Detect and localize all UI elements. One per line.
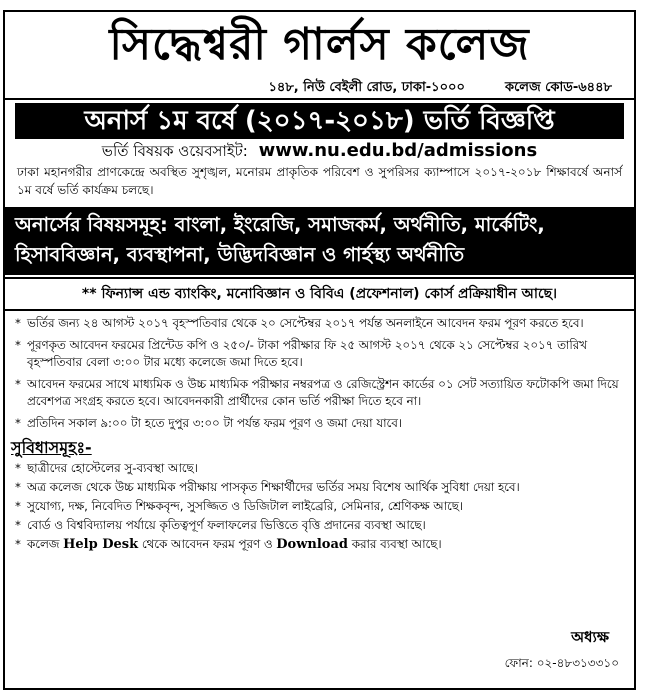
help-desk-text: Help Desk <box>63 537 139 552</box>
instruction-item: * প্রতিদিন সকাল ৯:০০ টা হতে দুপুর ৩:০০ টা পর্যন্ত ফরম পূরণ ও জমা দেয়া যাবে। <box>15 415 624 432</box>
facilities-heading: সুবিধাসমূহঃ- <box>11 438 92 457</box>
facility-item-helpdesk <box>15 535 624 554</box>
college-name: সিদ্ধেশ্বরী গার্লস কলেজ <box>109 19 530 70</box>
website-line <box>5 139 634 163</box>
facility-item: * অত্র কলেজ থেকে উচ্চ মাধ্যমিক পরীক্ষায় পাসকৃত শিক্ষার্থীদের ভর্তির সময় বিশেষ আর্থিক সুবিধা দেয়া হবে। <box>15 478 624 497</box>
website-label: ভর্তি বিষয়ক ওয়েবসাইট: <box>101 142 248 160</box>
address-row <box>5 78 634 100</box>
download-text: Download <box>276 537 348 552</box>
phone-number: ফোন: ০২-৪৮৩১৩৩১০ <box>504 656 619 670</box>
helpdesk-suffix: করার ব্যবস্থা আছে। <box>351 537 442 551</box>
admission-notice <box>3 10 636 690</box>
principal-signature: অধ্যক্ষ <box>571 628 609 646</box>
instruction-item: * পূরণকৃত আবেদন ফরমের প্রিন্টেড কপি ও ২৫০/- টাকা পরীক্ষার ফি ২৫ আগস্ট ২০১৭ থেকে ২১ সেপ্টেম্বর ২০১৭ তারিখ বৃহস্পতিবার বেলা ৩:০০ টার মধ্যে কলেজে জমা দিতে হবে। <box>15 337 624 371</box>
college-code: কলেজ কোড-৬৪৪৮ <box>504 80 612 95</box>
subjects-line-1: অনার্সের বিষয়সমূহ: বাংলা, ইংরেজি, সমাজকর্ম, অর্থনীতি, মার্কেটিং, <box>15 213 545 236</box>
helpdesk-middle: থেকে আবেদন ফরম পূরণ ও <box>141 537 273 551</box>
intro-text: ঢাকা মহানগরীর প্রাণকেন্দ্রে অবস্থিত সুশৃঙ্খল, মনোরম প্রাকৃতিক পরিবেশ ও সুপরিসর ক্যাম্পাসে ২০১৭-২০১৮ শিক্ষাবর্ষে অনার্স ১ম বর্ষে ভর্তি কার্যক্রম চলছে। <box>17 165 622 197</box>
helpdesk-prefix: কলেজ <box>27 537 60 551</box>
facilities-list <box>5 459 634 554</box>
instruction-list <box>5 315 634 432</box>
subjects-box <box>5 207 634 275</box>
facility-item: * বোর্ড ও বিশ্ববিদ্যালয় পর্যায়ে কৃতিত্বপূর্ণ ফলাফলের ভিত্তিতে বৃত্তি প্রদানের ব্যবস্থা আছে। <box>15 516 624 535</box>
subjects-line-2: হিসাববিজ্ঞান, ব্যবস্থাপনা, উদ্ভিদবিজ্ঞান ও গার্হস্থ্য অর্থনীতি <box>15 243 465 266</box>
instruction-item: * আবেদন ফরমের সাথে মাধ্যমিক ও উচ্চ মাধ্যমিক পরীক্ষার নম্বরপত্র ও রেজিস্ট্রেশন কার্ডের ০১ সেট সত্যায়িত ফটোকপি জমা দিয়ে প্রবেশপত্র সংগ্রহ করতে হবে। আবেদনকারী প্রার্থীদের কোন ভর্তি পরীক্ষা দিতে হবে না। <box>15 376 624 410</box>
admission-title: অনার্স ১ম বর্ষে (২০১৭-২০১৮) ভর্তি বিজ্ঞপ্তি <box>15 103 624 139</box>
website-url[interactable]: www.nu.edu.bd/admissions <box>258 140 538 161</box>
course-note: ** ফিন্যান্স এন্ড ব্যাংকিং, মনোবিজ্ঞান ও বিবিএ (প্রফেশনাল) কোর্স প্রক্রিয়াধীন আছে। <box>5 277 634 311</box>
instruction-item: * ভর্তির জন্য ২৪ আগস্ট ২০১৭ বৃহস্পতিবার থেকে ২০ সেপ্টেম্বর ২০১৭ পর্যন্ত অনলাইনে আবেদন ফরম পূরণ করতে হবে। <box>15 315 624 332</box>
college-address: ১৪৮, নিউ বেইলী রোড, ঢাকা-১০০০ <box>268 80 465 95</box>
facility-item: * সুযোগ্য, দক্ষ, নিবেদিত শিক্ষকবৃন্দ, সুসজ্জিত ও ডিজিটাল লাইব্রেরি, সেমিনার, শ্রেণিকক্ষ আছে। <box>15 497 624 516</box>
facility-item: * ছাত্রীদের হোস্টেলের সু-ব্যবস্থা আছে। <box>15 459 624 478</box>
